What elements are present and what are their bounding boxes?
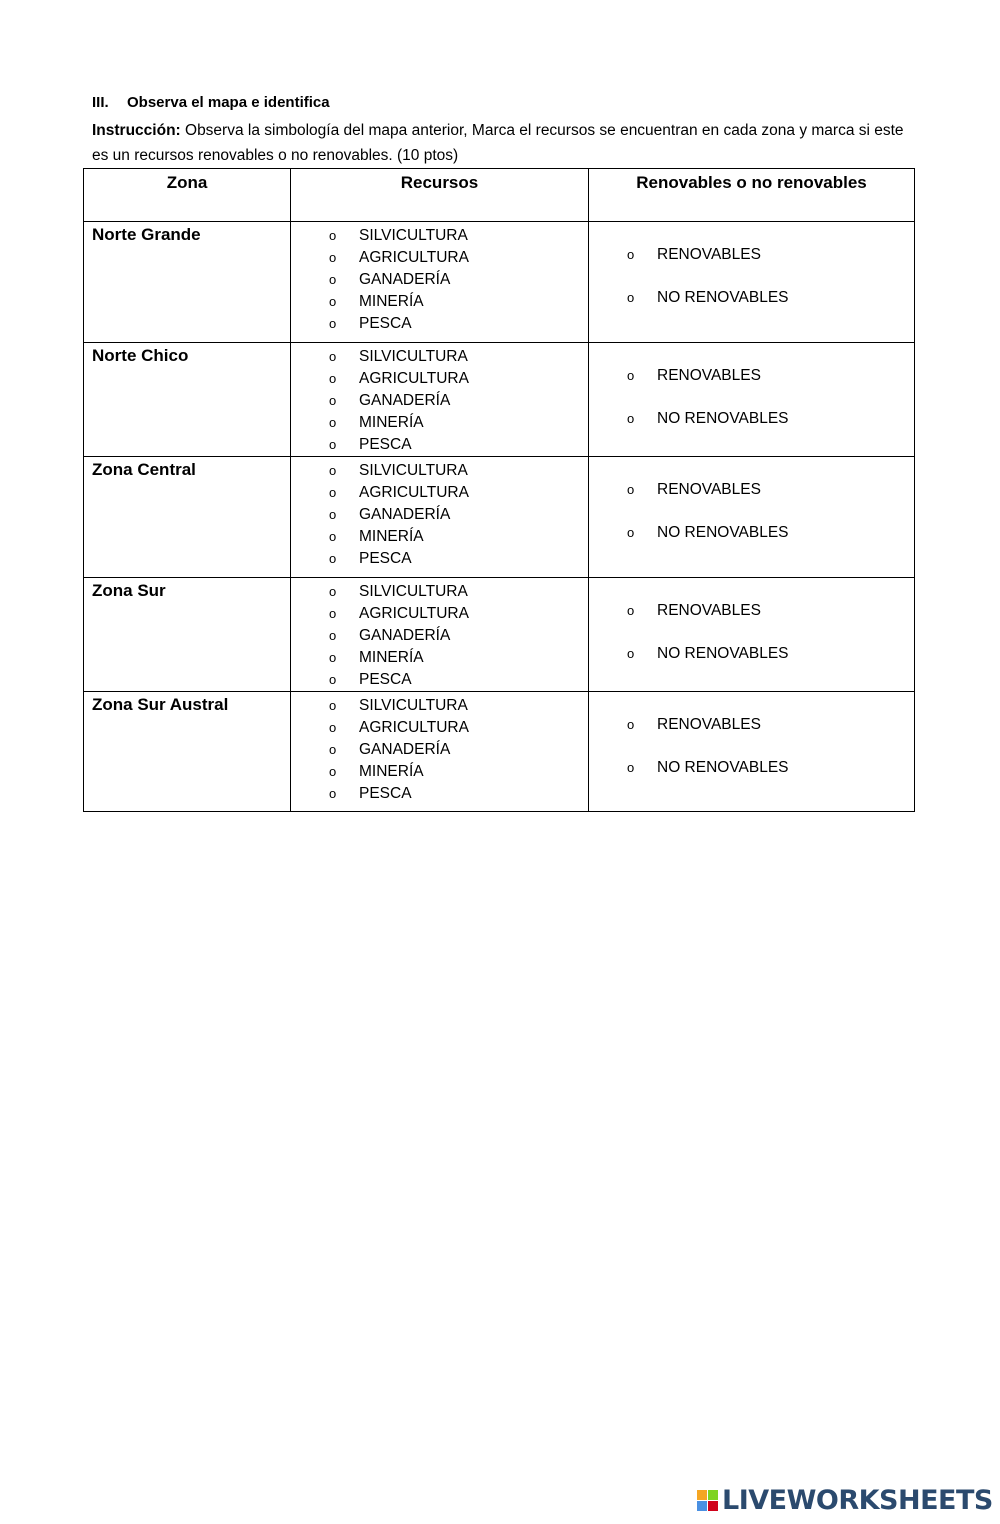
resource-option[interactable] xyxy=(329,411,588,433)
section-number: III. xyxy=(92,94,109,111)
resource-label: GANADERÍA xyxy=(359,270,451,288)
renewable-option[interactable] xyxy=(627,365,914,387)
resource-label: AGRICULTURA xyxy=(359,248,469,266)
instruction-label: Instrucción: xyxy=(92,122,181,139)
resource-label: SILVICULTURA xyxy=(359,582,468,600)
radio-circle-icon[interactable]: o xyxy=(627,290,635,305)
renewable-label: RENOVABLES xyxy=(657,481,761,498)
resource-label: PESCA xyxy=(359,784,412,802)
resource-label: MINERÍA xyxy=(359,762,424,780)
renewable-option[interactable] xyxy=(627,522,914,544)
resource-label: SILVICULTURA xyxy=(359,226,468,244)
radio-circle-icon[interactable]: o xyxy=(329,671,337,687)
resource-option[interactable] xyxy=(329,312,588,334)
radio-circle-icon[interactable]: o xyxy=(329,436,337,452)
radio-circle-icon[interactable]: o xyxy=(329,697,337,713)
radio-circle-icon[interactable]: o xyxy=(329,249,337,265)
resource-option[interactable] xyxy=(329,716,588,738)
resource-label: MINERÍA xyxy=(359,292,424,310)
renewable-label: RENOVABLES xyxy=(657,602,761,619)
radio-circle-icon[interactable]: o xyxy=(329,583,337,599)
radio-circle-icon[interactable]: o xyxy=(627,646,635,661)
radio-circle-icon[interactable]: o xyxy=(329,315,337,331)
radio-circle-icon[interactable]: o xyxy=(627,603,635,618)
resource-label: MINERÍA xyxy=(359,648,424,666)
radio-circle-icon[interactable]: o xyxy=(329,741,337,757)
resource-option[interactable] xyxy=(329,503,588,525)
resource-label: PESCA xyxy=(359,670,412,688)
resource-label: AGRICULTURA xyxy=(359,718,469,736)
renewable-label: NO RENOVABLES xyxy=(657,759,789,776)
renewable-option[interactable] xyxy=(627,479,914,501)
renewable-label: NO RENOVABLES xyxy=(657,289,789,306)
radio-circle-icon[interactable]: o xyxy=(627,760,635,775)
resource-label: AGRICULTURA xyxy=(359,369,469,387)
liveworksheets-logo-icon xyxy=(697,1490,718,1511)
resource-label: MINERÍA xyxy=(359,527,424,545)
header-renovables: Renovables o no renovables xyxy=(589,169,915,222)
radio-circle-icon[interactable]: o xyxy=(329,462,337,478)
resource-option[interactable] xyxy=(329,738,588,760)
radio-circle-icon[interactable]: o xyxy=(329,763,337,779)
radio-circle-icon[interactable]: o xyxy=(627,247,635,262)
radio-circle-icon[interactable]: o xyxy=(329,484,337,500)
resources-cell xyxy=(291,692,589,812)
radio-circle-icon[interactable]: o xyxy=(627,411,635,426)
table-header-row xyxy=(84,169,915,222)
renewable-cell xyxy=(589,578,915,692)
radio-circle-icon[interactable]: o xyxy=(329,271,337,287)
resource-option[interactable] xyxy=(329,481,588,503)
radio-circle-icon[interactable]: o xyxy=(329,649,337,665)
resource-option[interactable] xyxy=(329,525,588,547)
resource-option[interactable] xyxy=(329,367,588,389)
resources-cell xyxy=(291,578,589,692)
radio-circle-icon[interactable]: o xyxy=(627,368,635,383)
radio-circle-icon[interactable]: o xyxy=(329,627,337,643)
header-zona: Zona xyxy=(84,169,291,222)
renewable-option[interactable] xyxy=(627,643,914,665)
renewable-label: NO RENOVABLES xyxy=(657,524,789,541)
logo-square xyxy=(708,1501,718,1511)
resources-table xyxy=(83,168,915,812)
resources-cell xyxy=(291,457,589,578)
resource-option[interactable] xyxy=(329,782,588,804)
zone-name: Zona Central xyxy=(84,457,291,578)
radio-circle-icon[interactable]: o xyxy=(329,414,337,430)
resource-option[interactable] xyxy=(329,459,588,481)
radio-circle-icon[interactable]: o xyxy=(329,550,337,566)
resource-option[interactable] xyxy=(329,668,588,690)
radio-circle-icon[interactable]: o xyxy=(627,525,635,540)
zone-name: Zona Sur xyxy=(84,578,291,692)
table-row xyxy=(84,578,915,692)
renewable-option[interactable] xyxy=(627,287,914,309)
resource-label: PESCA xyxy=(359,314,412,332)
resource-option[interactable] xyxy=(329,268,588,290)
table-row xyxy=(84,343,915,457)
resources-cell xyxy=(291,343,589,457)
header-recursos: Recursos xyxy=(291,169,589,222)
resource-label: PESCA xyxy=(359,435,412,453)
section-title: Observa el mapa e identifica xyxy=(127,94,330,111)
zone-name: Norte Grande xyxy=(84,222,291,343)
resource-option[interactable] xyxy=(329,345,588,367)
resource-option[interactable] xyxy=(329,389,588,411)
radio-circle-icon[interactable]: o xyxy=(329,293,337,309)
radio-circle-icon[interactable]: o xyxy=(329,348,337,364)
resource-option[interactable] xyxy=(329,580,588,602)
resource-label: GANADERÍA xyxy=(359,391,451,409)
resource-label: AGRICULTURA xyxy=(359,604,469,622)
resource-label: MINERÍA xyxy=(359,413,424,431)
renewable-label: RENOVABLES xyxy=(657,367,761,384)
resources-cell xyxy=(291,222,589,343)
zone-name: Zona Sur Austral xyxy=(84,692,291,812)
brand-footer xyxy=(697,1485,993,1516)
renewable-label: RENOVABLES xyxy=(657,716,761,733)
renewable-option[interactable] xyxy=(627,757,914,779)
section-heading xyxy=(92,94,330,111)
table-row xyxy=(84,222,915,343)
resource-option[interactable] xyxy=(329,624,588,646)
radio-circle-icon[interactable]: o xyxy=(627,482,635,497)
renewable-option[interactable] xyxy=(627,408,914,430)
resource-label: AGRICULTURA xyxy=(359,483,469,501)
resource-label: SILVICULTURA xyxy=(359,696,468,714)
renewable-option[interactable] xyxy=(627,244,914,266)
resource-label: GANADERÍA xyxy=(359,740,451,758)
radio-circle-icon[interactable]: o xyxy=(627,717,635,732)
table-row xyxy=(84,457,915,578)
resource-label: SILVICULTURA xyxy=(359,461,468,479)
logo-square xyxy=(708,1490,718,1500)
radio-circle-icon[interactable]: o xyxy=(329,528,337,544)
resource-label: GANADERÍA xyxy=(359,505,451,523)
logo-square xyxy=(697,1490,707,1500)
resource-option[interactable] xyxy=(329,290,588,312)
radio-circle-icon[interactable]: o xyxy=(329,506,337,522)
radio-circle-icon[interactable]: o xyxy=(329,370,337,386)
radio-circle-icon[interactable]: o xyxy=(329,227,337,243)
renewable-cell xyxy=(589,692,915,812)
renewable-label: RENOVABLES xyxy=(657,246,761,263)
radio-circle-icon[interactable]: o xyxy=(329,605,337,621)
radio-circle-icon[interactable]: o xyxy=(329,719,337,735)
renewable-label: NO RENOVABLES xyxy=(657,410,789,427)
instruction-text: Observa la simbología del mapa anterior, Marca el recursos se encuentran en cada zona y marca si este es un recursos renovables o no renovables. (10 ptos) xyxy=(92,122,904,164)
radio-circle-icon[interactable]: o xyxy=(329,785,337,801)
resource-option[interactable] xyxy=(329,246,588,268)
resource-option[interactable] xyxy=(329,760,588,782)
brand-name: LIVEWORKSHEETS xyxy=(722,1485,993,1516)
logo-square xyxy=(697,1501,707,1511)
resource-label: SILVICULTURA xyxy=(359,347,468,365)
renewable-cell xyxy=(589,457,915,578)
renewable-option[interactable] xyxy=(627,714,914,736)
instruction-paragraph xyxy=(92,118,922,168)
resource-label: PESCA xyxy=(359,549,412,567)
resource-option[interactable] xyxy=(329,547,588,569)
table-row xyxy=(84,692,915,812)
resource-option[interactable] xyxy=(329,224,588,246)
resource-option[interactable] xyxy=(329,694,588,716)
resource-option[interactable] xyxy=(329,602,588,624)
zone-name: Norte Chico xyxy=(84,343,291,457)
resource-option[interactable] xyxy=(329,646,588,668)
renewable-option[interactable] xyxy=(627,600,914,622)
resource-label: GANADERÍA xyxy=(359,626,451,644)
resource-option[interactable] xyxy=(329,433,588,455)
renewable-cell xyxy=(589,343,915,457)
renewable-cell xyxy=(589,222,915,343)
renewable-label: NO RENOVABLES xyxy=(657,645,789,662)
radio-circle-icon[interactable]: o xyxy=(329,392,337,408)
